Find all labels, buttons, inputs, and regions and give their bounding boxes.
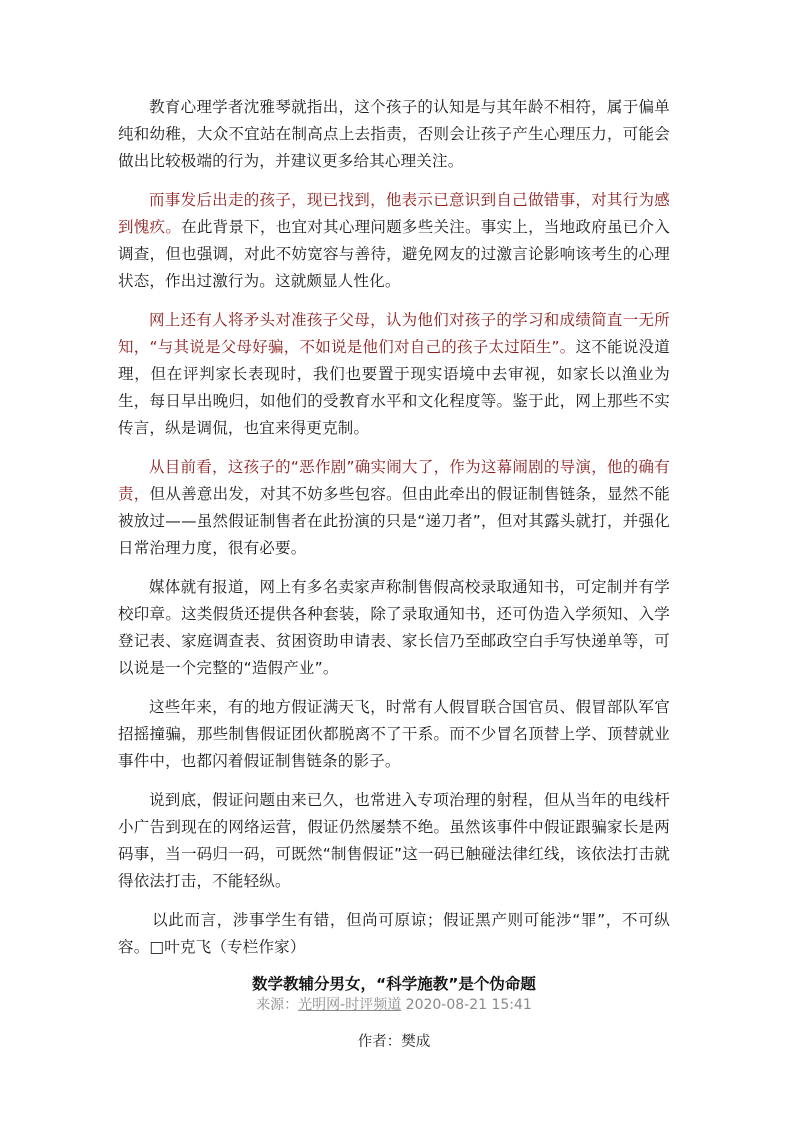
source-link[interactable]: 光明网-时评频道 <box>298 997 402 1013</box>
article-source-line <box>118 995 670 1015</box>
paragraph-text: 但从善意出发，对其不妨多些包容。但由此牵出的假证制售链条，显然不能被放过——虽然假证制售者在此扮演的只是“递刀者”，但对其露头就打，并强化日常治理力度，很有必要。 <box>118 485 670 557</box>
paragraph-text: 这些年来，有的地方假证满天飞，时常有人假冒联合国官员、假冒部队军官招摇撞骗，那些制售假证团伙都脱离不了干系。而不少冒名顶替上学、顶替就业事件中，也都闪着假证制售链条的影子。 <box>118 698 670 770</box>
source-label: 来源： <box>256 997 299 1013</box>
publish-datetime: 2020-08-21 15:41 <box>401 997 532 1013</box>
article-paragraph <box>118 574 670 682</box>
article-author: 作者：樊成 <box>357 1034 431 1050</box>
highlighted-text: 而事发后出走的孩子，现已找到，他表示已意识到自己做错事，对其行为感到愧疚。 <box>118 191 670 236</box>
paragraph-text: 说到底，假证问题由来已久，也常进入专项治理的射程，但从当年的电线杆小广告到现在的网络运营，假证仍然屡禁不绝。虽然该事件中假证跟骗家长是两码事，当一码归一码，可既然“制售假证”这一码已触碰法律红线，该依法打击就得依法打击，不能轻纵。 <box>118 791 670 890</box>
article-paragraph <box>118 307 670 442</box>
paragraph-text: 这不能说没道理，但在评判家长表现时，我们也要置于现实语境中去审视，如家长以渔业为生，每日早出晚归，如他们的受教育水平和文化程度等。鉴于此，网上那些不实传言，纵是调侃，也宜来得更克制。 <box>118 338 671 437</box>
paragraph-text: 在此背景下，也宜对其心理问题多些关注。事实上，当地政府虽已介入调查，但也强调，对此不妨宽容与善待，避免网友的过激言论影响该考生的心理状态，作出过激行为。这就颇显人性化。 <box>118 218 670 290</box>
next-article-title[interactable]: 数学教辅分男女，“科学施教”是个伪命题 <box>252 975 536 993</box>
paragraph-text: 媒体就有报道，网上有多名卖家声称制售假高校录取通知书，可定制并有学校印章。这类假货还提供各种套装，除了录取通知书，还可伪造入学须知、入学登记表、家庭调查表、贫困资助申请表、家长信乃至邮政空白手写快递单等，可以说是一个完整的“造假产业”。 <box>118 578 670 677</box>
article-paragraph <box>118 94 670 175</box>
highlighted-text: 从目前看，这孩子的“恶作剧”确实闹大了，作为这幕闹剧的导演，他的确有责， <box>118 458 670 503</box>
article-paragraph <box>118 787 670 895</box>
highlighted-text: 网上还有人将矛头对准孩子父母，认为他们对孩子的学习和成绩简直一无所知，“与其说是父母好骗，不如说是他们对自己的孩子太过陌生”。 <box>118 311 670 356</box>
article-paragraph <box>118 694 670 775</box>
paragraph-text: 以此而言，涉事学生有错，但尚可原谅；假证黑产则可能涉“罪”，不可纵容。□叶克飞（专栏作家） <box>118 911 670 956</box>
article-paragraph <box>118 187 670 295</box>
article-body <box>118 94 670 961</box>
article-page <box>118 94 670 1053</box>
paragraph-text: 教育心理学者沈雅琴就指出，这个孩子的认知是与其年龄不相符，属于偏单纯和幼稚，大众不宜站在制高点上去指责，否则会让孩子产生心理压力，可能会做出比较极端的行为，并建议更多给其心理关注。 <box>118 98 670 170</box>
article-paragraph <box>118 907 670 961</box>
article-paragraph <box>118 454 670 562</box>
